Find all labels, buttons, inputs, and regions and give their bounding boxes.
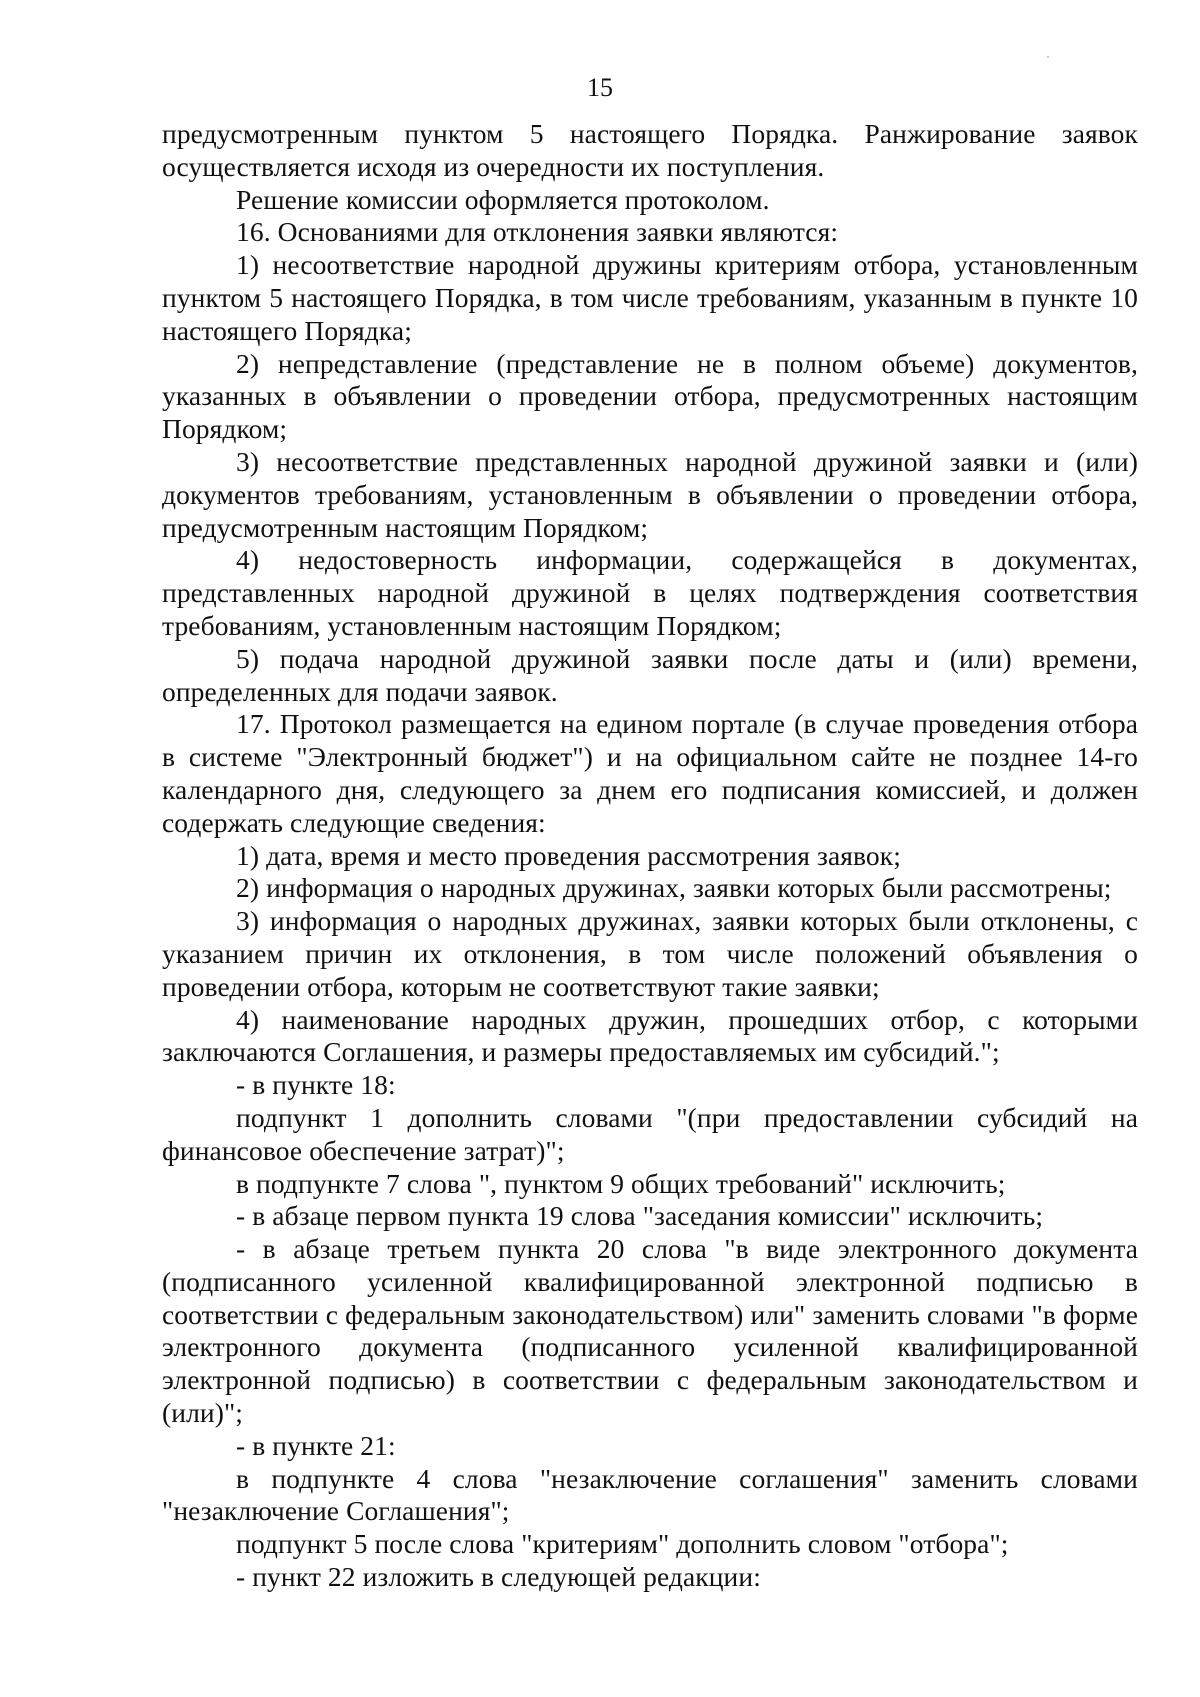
- paragraph: подпункт 1 дополнить словами "(при предоставлении субсидий на финансовое обеспечение затрат)";: [162, 1101, 1138, 1166]
- paragraph: в подпункте 4 слова "незаключение соглашения" заменить словами "незаключение Соглашения";: [162, 1462, 1138, 1527]
- list-item: 3) несоответствие представленных народной дружиной заявки и (или) документов требованиям, установленным в объявлении о проведении отбора, предусмотренным настоящим Порядком;: [162, 445, 1138, 543]
- paragraph: 17. Протокол размещается на едином портале (в случае проведения отбора в системе "Электронный бюджет") и на официальном сайте не позднее 14-го календарного дня, следующего за днем его подписания комиссией, и должен содержать следующие сведения:: [162, 708, 1138, 838]
- paragraph: подпункт 5 после слова "критериям" дополнить словом "отбора";: [236, 1528, 1009, 1560]
- paragraph: - пункт 22 изложить в следующей редакции:: [236, 1561, 761, 1593]
- list-item: 5) подача народной дружиной заявки после даты и (или) времени, определенных для подачи заявок.: [162, 642, 1138, 707]
- list-item: 2) информация о народных дружинах, заявки которых были рассмотрены;: [236, 872, 1112, 904]
- paragraph: - в абзаце первом пункта 19 слова "заседания комиссии" исключить;: [236, 1200, 1044, 1232]
- paragraph: в подпункте 7 слова ", пунктом 9 общих требований" исключить;: [236, 1167, 1006, 1199]
- paragraph: предусмотренным пунктом 5 настоящего Порядка. Ранжирование заявок осуществляется исходя из очередности их поступления.: [162, 118, 1138, 182]
- paragraph: 16. Основаниями для отклонения заявки являются:: [236, 216, 839, 248]
- page-number: 15: [587, 73, 613, 102]
- list-item: 4) наименование народных дружин, прошедших отбор, с которыми заключаются Соглашения, и размеры предоставляемых им субсидий.";: [162, 1003, 1138, 1068]
- document-body: [162, 118, 1138, 1594]
- list-item: 1) несоответствие народной дружины критериям отбора, установленным пунктом 5 настоящего Порядка, в том числе требованиям, указанным в пункте 10 настоящего Порядка;: [162, 249, 1138, 346]
- list-item: 3) информация о народных дружинах, заявки которых были отклонены, с указанием причин их отклонения, в том числе положений объявления о проведении отбора, которым не соответствуют такие заявки;: [162, 905, 1138, 1002]
- list-item: 1) дата, время и место проведения рассмотрения заявок;: [236, 839, 901, 871]
- paragraph: - в пункте 18:: [236, 1069, 396, 1101]
- paragraph: - в абзаце третьем пункта 20 слова "в виде электронного документа (подписанного усиленной квалифицированной электронной подписью в соответствии с федеральным законодательством) или" заменить словами "в форме электронного документа (подписанного усиленной квалифицированной электронной подписью) в соответствии с федеральным законодательством и (или)";: [162, 1233, 1138, 1429]
- list-item: 4) недостоверность информации, содержащейся в документах, представленных народной дружиной в целях подтверждения соответствия требованиям, установленным настоящим Порядком;: [162, 544, 1138, 641]
- scan-artifact-dot: [1047, 56, 1049, 58]
- paragraph: - в пункте 21:: [236, 1429, 396, 1461]
- list-item: 2) непредставление (представление не в полном объеме) документов, указанных в объявлении о проведении отбора, предусмотренных настоящим Порядком;: [162, 347, 1138, 445]
- paragraph: Решение комиссии оформляется протоколом.: [236, 183, 770, 215]
